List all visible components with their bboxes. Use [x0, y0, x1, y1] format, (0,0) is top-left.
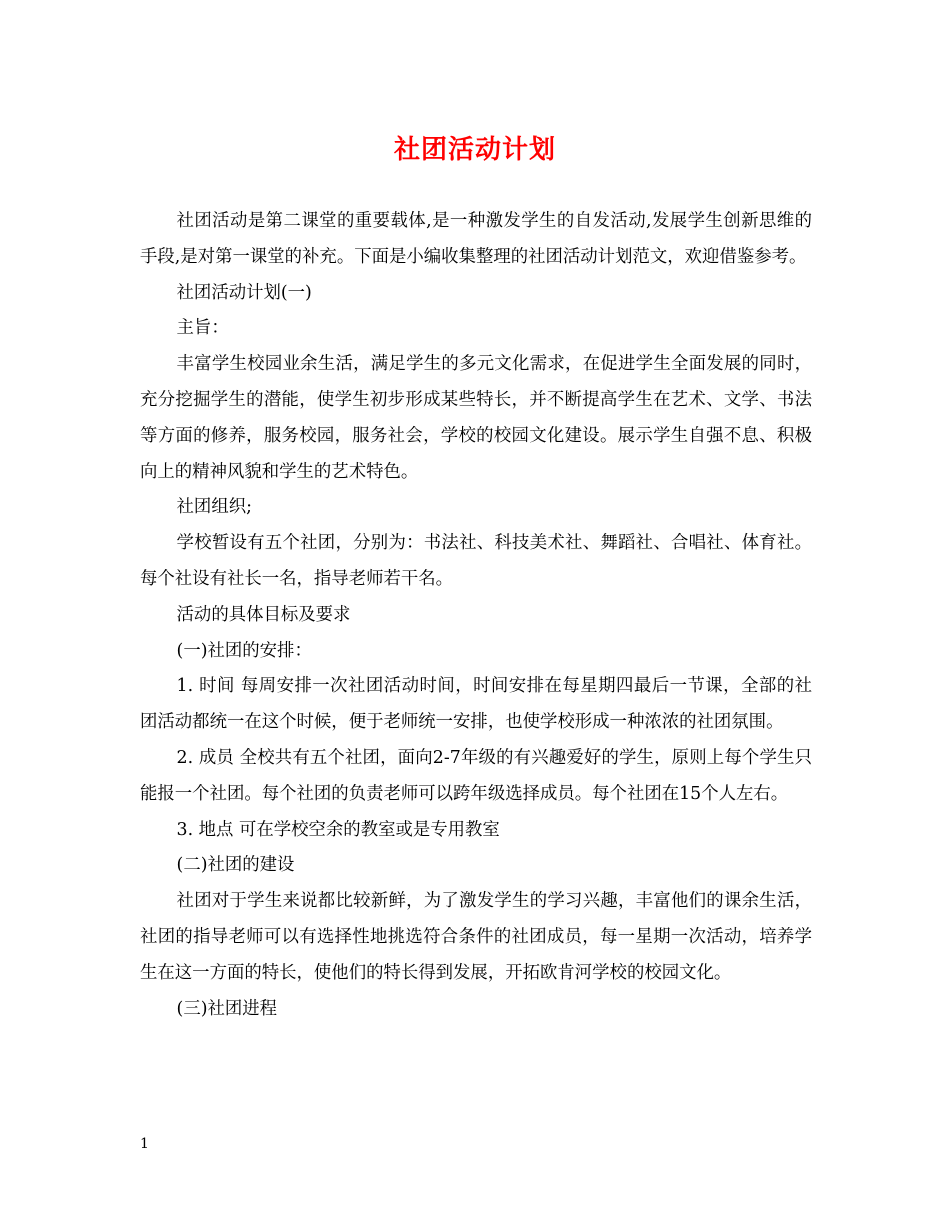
paragraph-process-heading: (三)社团进程 — [176, 998, 278, 1019]
paragraph-goals-heading: 活动的具体目标及要求 — [176, 604, 351, 625]
paragraph-members: 2. 成员 全校共有五个社团，面向2-7年级的有兴趣爱好的学生，原则上每个学生只能报一个社团。每个社团的负责老师可以跨年级选择成员。每个社团在15个人左右。 — [140, 747, 812, 804]
paragraph-construction: 社团对于学生来说都比较新鲜，为了激发学生的学习兴趣，丰富他们的课余生活，社团的指导老师可以有选择性地挑选符合条件的社团成员，每一星期一次活动，培养学生在这一方面的特长，使他们的特长得到发展，开拓欧肯河学校的校园文化。 — [140, 891, 812, 983]
paragraph-construction-heading: (二)社团的建设 — [176, 855, 295, 876]
paragraph-location: 3. 地点 可在学校空余的教室或是专用教室 — [176, 819, 500, 840]
paragraph-purpose: 丰富学生校园业余生活，满足学生的多元文化需求，在促进学生全面发展的同时，充分挖掘学生的潜能，使学生初步形成某些特长，并不断提高学生在艺术、文学、书法等方面的修养，服务校园，服务社会，学校的校园文化建设。展示学生自强不息、积极向上的精神风貌和学生的艺术特色。 — [140, 354, 812, 482]
page-number: 1 — [140, 1136, 149, 1152]
paragraph-purpose-label: 主旨： — [176, 318, 229, 339]
paragraph-plan-heading: 社团活动计划(一) — [176, 282, 312, 303]
document-title: 社团活动计划 — [393, 135, 556, 165]
paragraph-time: 1. 时间 每周安排一次社团活动时间，时间安排在每星期四最后一节课，全部的社团活动都统一在这个时候，便于老师统一安排，也使学校形成一种浓浓的社团氛围。 — [140, 676, 812, 733]
document-body — [140, 204, 812, 1027]
paragraph-organization: 学校暂设有五个社团，分别为：书法社、科技美术社、舞蹈社、合唱社、体育社。每个社设有社长一名，指导老师若干名。 — [140, 533, 812, 589]
paragraph-organization-label: 社团组织; — [176, 497, 252, 518]
paragraph-intro: 社团活动是第二课堂的重要载体,是一种激发学生的自发活动,发展学生创新思维的手段,是对第一课堂的补充。下面是小编收集整理的社团活动计划范文，欢迎借鉴参考。 — [140, 211, 812, 267]
paragraph-arrangement-heading: (一)社团的安排： — [176, 640, 312, 661]
